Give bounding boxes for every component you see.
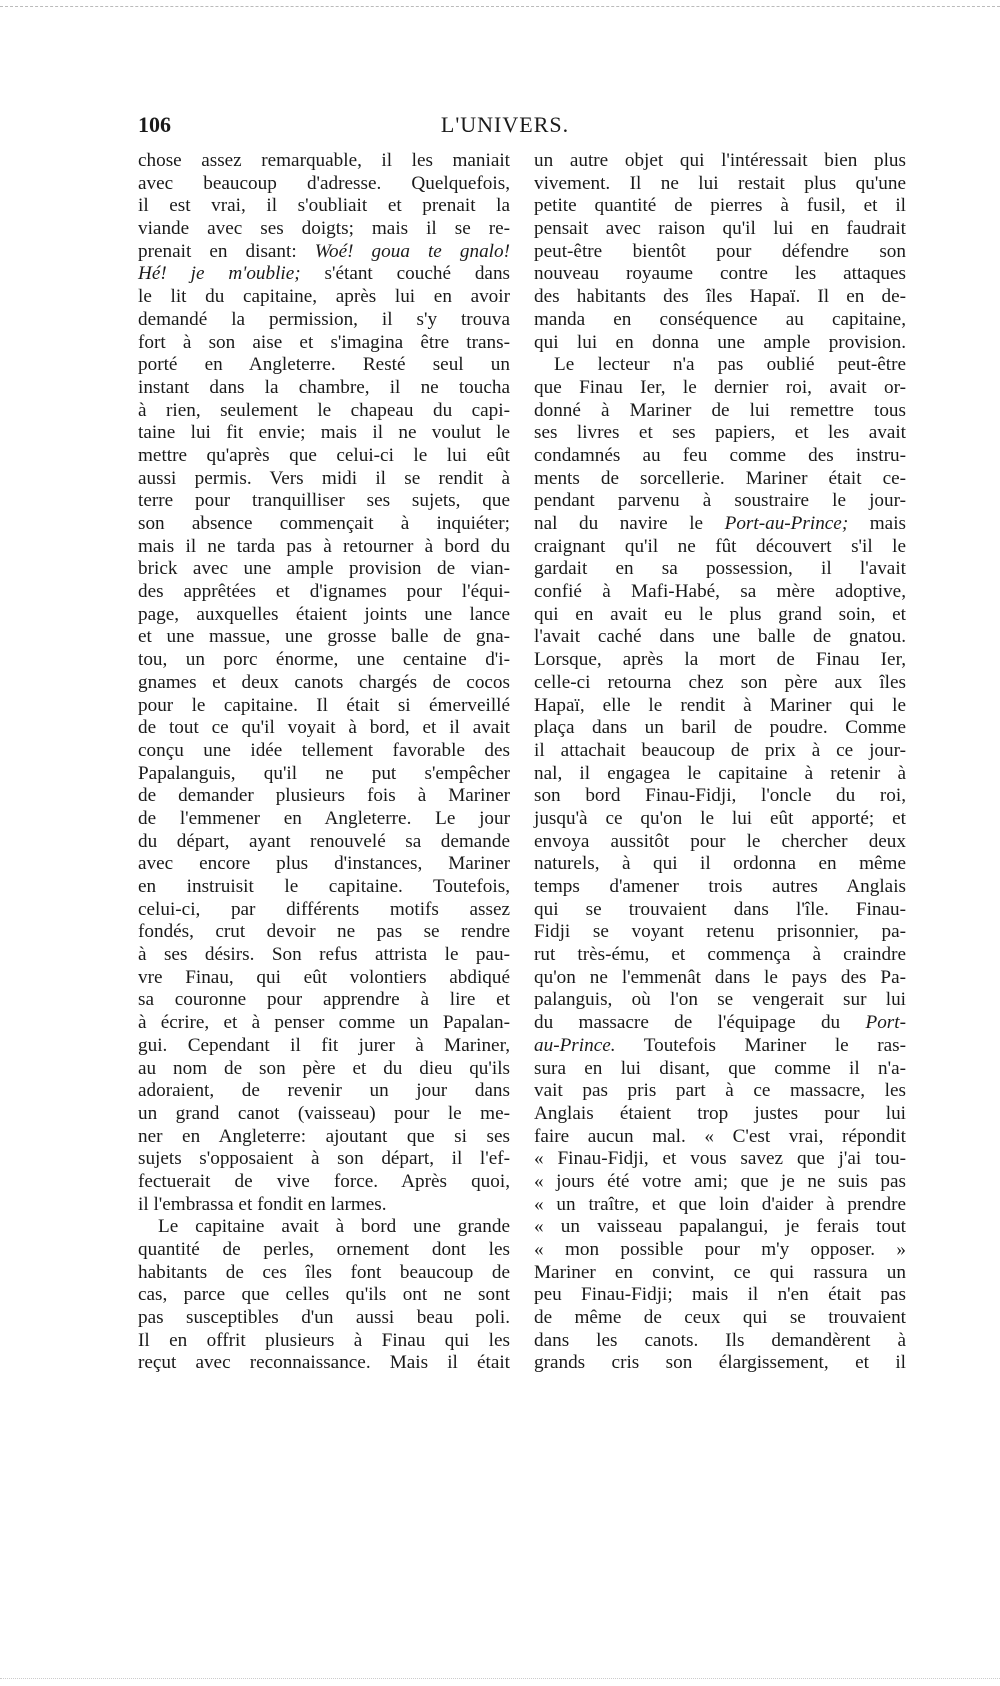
text-run: quantité de perles, ornement dont les (138, 1239, 510, 1260)
text-run: pour le capitaine. Il était si émerveillé (138, 694, 510, 716)
italic-text: Port- (865, 1012, 906, 1034)
text-line (138, 763, 510, 786)
text-line (138, 899, 510, 922)
text-line (534, 1103, 906, 1126)
text-line (534, 649, 906, 672)
text-line (534, 195, 906, 218)
text-run: de demander plusieurs fois à Mariner (138, 785, 510, 807)
text-line (534, 218, 906, 241)
text-run: fondés, crut devoir ne pas se rendre (138, 921, 510, 943)
text-line (534, 1148, 906, 1171)
text-line (138, 695, 510, 718)
text-line (534, 1216, 906, 1239)
text-run: Toutefois Mariner le ras- (615, 1034, 906, 1056)
text-run: aussi permis. Vers midi il se rendit à (138, 467, 510, 489)
text-run: porté en Angleterre. Resté seul un (138, 354, 510, 376)
text-line (534, 1352, 906, 1375)
text-run: du départ, ayant renouvelé sa demande (138, 830, 510, 852)
italic-text: Woé! goua te gnalo! (314, 240, 510, 262)
text-run: sa couronne pour apprendre à lire et (138, 989, 510, 1011)
text-line (138, 490, 510, 513)
text-line (534, 626, 906, 649)
text-line (138, 921, 510, 944)
text-line (534, 763, 906, 786)
text-run: un grand canot (vaisseau) pour le me- (138, 1102, 510, 1124)
text-run: vait pas pris part à ce massacre, les (534, 1080, 906, 1102)
text-line (534, 831, 906, 854)
text-line (138, 263, 510, 286)
text-line (534, 490, 906, 513)
text-run: que Finau Ier, le dernier roi, avait or- (534, 376, 906, 398)
text-run: vre Finau, qui eût volontiers abdiqué (138, 966, 510, 988)
text-run: terre pour tranquilliser ses sujets, que (138, 490, 510, 512)
text-run: rut très-ému, et commença à craindre (534, 944, 906, 966)
text-line (534, 989, 906, 1012)
text-line (534, 1058, 906, 1081)
text-line (534, 944, 906, 967)
text-line (534, 332, 906, 355)
text-run: donné à Mariner de lui remettre tous (534, 399, 906, 421)
text-line (138, 808, 510, 831)
text-run: nouveau royaume contre les attaques (534, 263, 906, 285)
text-run: Anglais étaient trop justes pour lui (534, 1102, 906, 1124)
text-run: prenait en disant: (138, 240, 315, 262)
text-run: ments de sorcellerie. Mariner était ce- (534, 467, 906, 489)
text-line (534, 876, 906, 899)
text-run: habitants de ces îles font beaucoup de (138, 1261, 510, 1283)
text-line (138, 672, 510, 695)
italic-text: Port-au-Prince; (724, 513, 849, 534)
text-run: ses livres et ses papiers, et les avait (534, 422, 906, 444)
text-line (138, 989, 510, 1012)
text-line (138, 649, 510, 672)
text-line (138, 1352, 510, 1375)
text-run: confié à Mafi-Habé, sa mère adoptive, (534, 581, 906, 603)
text-run: avec beaucoup d'adresse. Quelquefois, (138, 172, 510, 194)
italic-text: au-Prince. (534, 1034, 616, 1056)
text-run: craignant qu'il ne fût découvert s'il le (534, 535, 906, 557)
text-line (534, 1239, 906, 1262)
text-column-right (534, 150, 906, 1375)
text-run: brick avec une ample provision de vian- (138, 558, 510, 580)
text-run: à ses désirs. Son refus attrista le pau- (138, 944, 510, 966)
page-number: 106 (138, 112, 171, 137)
text-run: « mon possible pour m'y opposer. » (534, 1239, 906, 1260)
text-run: qui se trouvaient dans l'île. Finau- (534, 898, 906, 920)
text-line (534, 604, 906, 627)
text-run: « un vaisseau papalangui, je ferais tout (534, 1216, 906, 1238)
text-line (138, 876, 510, 899)
text-line (138, 400, 510, 423)
text-run: mais (848, 513, 906, 534)
text-line (534, 1307, 906, 1330)
text-line (138, 1194, 510, 1217)
text-line (138, 195, 510, 218)
text-run: jusqu'à ce qu'on le lui eût apporté; et (534, 807, 906, 829)
text-line (138, 1058, 510, 1081)
text-run: grands cris son élargissement, et il (534, 1352, 906, 1374)
text-line (138, 218, 510, 241)
text-run: celle-ci retourna chez son père aux îles (534, 671, 906, 693)
text-run: pendant parvenu à soustraire le jour- (534, 490, 906, 512)
text-run: tou, un porc énorme, une centaine d'i- (138, 649, 510, 671)
text-run: il attachait beaucoup de prix à ce jour- (534, 739, 906, 761)
text-line (534, 1262, 906, 1285)
text-run: mais il ne tarda pas à retourner à bord du (138, 535, 510, 557)
text-line (138, 1284, 510, 1307)
text-line (138, 717, 510, 740)
text-run: à rien, seulement le chapeau du capi- (138, 399, 510, 421)
italic-text: Hé! je m'oublie; (138, 263, 301, 285)
text-line (138, 1103, 510, 1126)
text-line (138, 740, 510, 763)
text-run: son absence commençait à inquiéter; (138, 513, 510, 534)
text-run: « Finau-Fidji, et vous savez que j'ai tou- (534, 1148, 906, 1170)
text-line (138, 581, 510, 604)
text-line (138, 445, 510, 468)
text-run: celui-ci, par différents motifs assez (138, 898, 510, 920)
text-line (138, 150, 510, 173)
text-line (138, 1262, 510, 1285)
text-run: temps d'amener trois autres Anglais (534, 876, 906, 897)
text-line (138, 286, 510, 309)
text-run: du massacre de l'équipage du (534, 1012, 866, 1034)
text-run: Il en offrit plusieurs à Finau qui les (138, 1329, 510, 1351)
text-run: vivement. Il ne lui restait plus qu'une (534, 172, 906, 194)
text-run: Fidji se voyant retenu prisonnier, pa- (534, 921, 906, 943)
text-line (138, 354, 510, 377)
text-line (534, 1194, 906, 1217)
running-title: L'UNIVERS. (440, 112, 570, 137)
text-line (138, 332, 510, 355)
text-run: dans les canots. Ils demandèrent à (534, 1329, 906, 1351)
text-line (534, 536, 906, 559)
text-line (534, 286, 906, 309)
text-run: qu'on ne l'emmenât dans le pays des Pa- (534, 966, 906, 988)
text-run: nal du navire le (534, 513, 725, 534)
text-run: fectuerait de vive force. Après quoi, (138, 1170, 510, 1192)
text-line (534, 581, 906, 604)
text-run: l'avait caché dans une balle de gnatou. (534, 626, 906, 648)
text-line (534, 422, 906, 445)
text-line (534, 921, 906, 944)
text-line (138, 1171, 510, 1194)
text-run: au nom de son père et du dieu qu'ils (138, 1057, 510, 1079)
text-line (138, 1035, 510, 1058)
text-line (534, 899, 906, 922)
text-line (138, 1012, 510, 1035)
text-run: page, auxquelles étaient joints une lance (138, 603, 510, 625)
text-line (138, 1148, 510, 1171)
text-run: instant dans la chambre, il ne toucha (138, 376, 510, 398)
text-line (534, 695, 906, 718)
text-line (138, 785, 510, 808)
text-line (534, 263, 906, 286)
text-run: reçut avec reconnaissance. Mais il était (138, 1352, 510, 1374)
text-run: peut-être bientôt pour défendre son (534, 240, 906, 262)
text-run: Lorsque, après la mort de Finau Ier, (534, 649, 906, 671)
text-run: demandé la permission, il s'y trouva (138, 308, 510, 330)
text-line (534, 558, 906, 581)
text-line (534, 1284, 906, 1307)
text-line (534, 309, 906, 332)
text-line (138, 422, 510, 445)
text-line (534, 400, 906, 423)
text-line (534, 717, 906, 740)
text-line (138, 831, 510, 854)
text-line (138, 626, 510, 649)
text-run: de l'emmener en Angleterre. Le jour (138, 807, 510, 829)
text-run: chose assez remarquable, il les maniait (138, 150, 510, 171)
text-line (138, 173, 510, 196)
text-run: gardait en sa possession, il l'avait (534, 558, 906, 580)
text-run: faire aucun mal. « C'est vrai, répondit (534, 1125, 906, 1147)
text-line (534, 808, 906, 831)
text-line (534, 672, 906, 695)
text-line (534, 445, 906, 468)
text-line (534, 740, 906, 763)
text-run: de même de ceux qui se trouvaient (534, 1307, 906, 1329)
text-line (534, 1012, 906, 1035)
text-line (534, 150, 906, 173)
text-run: « jours été votre ami; que je ne suis pas (534, 1170, 906, 1192)
text-run: en instruisit le capitaine. Toutefois, (138, 876, 510, 897)
text-line (138, 1080, 510, 1103)
scan-edge-top (0, 6, 1000, 9)
text-line (138, 1307, 510, 1330)
text-run: petite quantité de pierres à fusil, et il (534, 195, 906, 217)
scan-edge-bottom (0, 1678, 1000, 1679)
text-run: des apprêtées et d'ignames pour l'équi- (138, 581, 510, 603)
text-line (534, 1171, 906, 1194)
text-run: Hapaï, elle le rendit à Mariner qui le (534, 694, 906, 716)
text-line (138, 468, 510, 491)
text-run: « un traître, et que loin d'aider à prendre (534, 1193, 906, 1215)
text-run: pensait avec raison qu'il lui en faudrait (534, 218, 906, 240)
text-run: qui en avait eu le plus grand soin, et (534, 603, 906, 625)
text-run: viande avec ses doigts; mais il se re- (138, 218, 510, 240)
text-line (534, 785, 906, 808)
text-run: Papalanguis, qu'il ne put s'empêcher (138, 762, 510, 784)
text-run: gui. Cependant il fit jurer à Mariner, (138, 1034, 510, 1056)
text-line (138, 1330, 510, 1353)
text-run: peu Finau-Fidji; mais il n'en était pas (534, 1284, 906, 1306)
text-line (138, 1126, 510, 1149)
text-run: qui lui en donna une ample provision. (534, 331, 906, 353)
text-run: il est vrai, il s'oubliait et prenait la (138, 195, 510, 217)
text-line (138, 558, 510, 581)
text-run: sujets s'opposaient à son départ, il l'ef- (138, 1148, 510, 1170)
text-line (534, 241, 906, 264)
text-line (534, 1330, 906, 1353)
text-line (534, 967, 906, 990)
text-run: sura en lui disant, que comme il n'a- (534, 1057, 906, 1079)
text-run: conçu une idée tellement favorable des (138, 739, 510, 761)
text-run: palanguis, où l'on se vengerait sur lui (534, 989, 906, 1011)
text-line (138, 944, 510, 967)
text-line (138, 853, 510, 876)
text-line (138, 536, 510, 559)
text-run: pas susceptibles d'un aussi beau poli. (138, 1307, 510, 1329)
text-run: mettre qu'après que celui-ci le lui eût (138, 444, 510, 466)
text-line (138, 967, 510, 990)
text-run: un autre objet qui l'intéressait bien plus (534, 150, 906, 171)
text-line (534, 853, 906, 876)
text-line (138, 513, 510, 536)
text-run: fort à son aise et s'imagina être trans- (138, 331, 510, 353)
text-run: il l'embrassa et fondit en larmes. (138, 1193, 387, 1215)
text-line (138, 309, 510, 332)
text-run: s'étant couché dans (300, 263, 511, 285)
text-line (138, 241, 510, 264)
text-line (138, 604, 510, 627)
text-line (534, 173, 906, 196)
text-line (534, 513, 906, 536)
text-run: de tout ce qu'il voyait à bord, et il avait (138, 717, 510, 739)
text-column-left (138, 150, 510, 1375)
text-run: taine lui fit envie; mais il ne voulut le (138, 422, 510, 444)
text-run: condamnés au feu comme des instru- (534, 444, 906, 466)
text-line (534, 1035, 906, 1058)
text-run: son bord Finau-Fidji, l'oncle du roi, (534, 785, 906, 807)
text-line (534, 1126, 906, 1149)
text-run: à écrire, et à penser comme un Papalan- (138, 1012, 510, 1034)
text-line (138, 1216, 510, 1239)
text-run: cas, parce que celles qu'ils ont ne sont (138, 1284, 510, 1306)
text-line (138, 377, 510, 400)
text-run: adoraient, de revenir un jour dans (138, 1080, 510, 1102)
text-run: plaça dans un baril de poudre. Comme (534, 717, 906, 739)
text-run: ner en Angleterre: ajoutant que si ses (138, 1125, 510, 1147)
text-run: et une massue, une grosse balle de gna- (138, 626, 510, 648)
text-run: envoya aussitôt pour le chercher deux (534, 830, 906, 852)
text-run: le lit du capitaine, après lui en avoir (138, 286, 510, 308)
text-line (534, 354, 906, 377)
text-run: avec encore plus d'instances, Mariner (138, 853, 510, 875)
text-run: Le capitaine avait à bord une grande (158, 1216, 510, 1238)
text-line (534, 377, 906, 400)
text-run: nal, il engagea le capitaine à retenir à (534, 762, 906, 784)
text-line (534, 468, 906, 491)
text-run: gnames et deux canots chargés de cocos (138, 671, 510, 693)
text-run: des habitants des îles Hapaï. Il en de- (534, 286, 906, 308)
text-run: manda en conséquence au capitaine, (534, 308, 906, 330)
text-line (534, 1080, 906, 1103)
text-run: Le lecteur n'a pas oublié peut-être (554, 354, 906, 376)
text-run: naturels, à qui il ordonna en même (534, 853, 906, 875)
text-run: Mariner en convint, ce qui rassura un (534, 1261, 906, 1283)
text-line (138, 1239, 510, 1262)
